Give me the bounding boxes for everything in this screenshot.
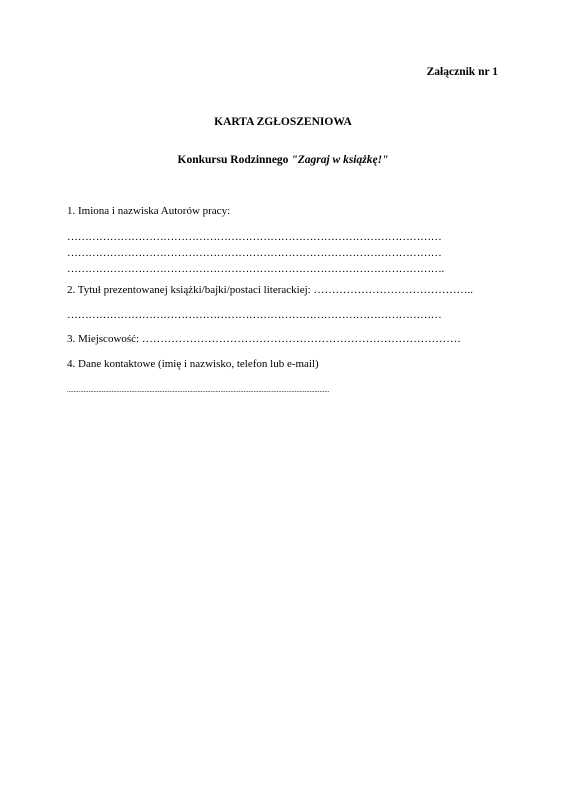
q1-fill-line-2[interactable]: …………………………………………………………………………………………… (67, 247, 442, 259)
subtitle-prefix: Konkursu Rodzinnego (177, 154, 292, 166)
q3-label: 3. Miejscowość: …………………………………………………………………………… (67, 333, 461, 345)
q4-label: 4. Dane kontaktowe (imię i nazwisko, telefon lub e-mail) (67, 358, 319, 370)
q1-label: 1. Imiona i nazwiska Autorów pracy: (67, 205, 231, 217)
form-subtitle (0, 154, 566, 166)
q2-fill-line-1[interactable]: …………………………………………………………………………………………… (67, 309, 442, 321)
q2-label: 2. Tytuł prezentowanej książki/bajki/postaci literackiej: …………………………………….. (67, 284, 473, 296)
subtitle-contest-name: "Zagraj w książkę!" (291, 154, 389, 166)
q1-fill-line-1[interactable]: …………………………………………………………………………………………… (67, 231, 442, 243)
form-title: KARTA ZGŁOSZENIOWA (214, 116, 352, 128)
q1-fill-line-3[interactable]: ……………………………………………………………………………………………. (67, 263, 444, 275)
q4-fill-line-1[interactable]: ............................................................................................................................................................... (67, 386, 330, 394)
attachment-number: Załącznik nr 1 (426, 66, 498, 78)
